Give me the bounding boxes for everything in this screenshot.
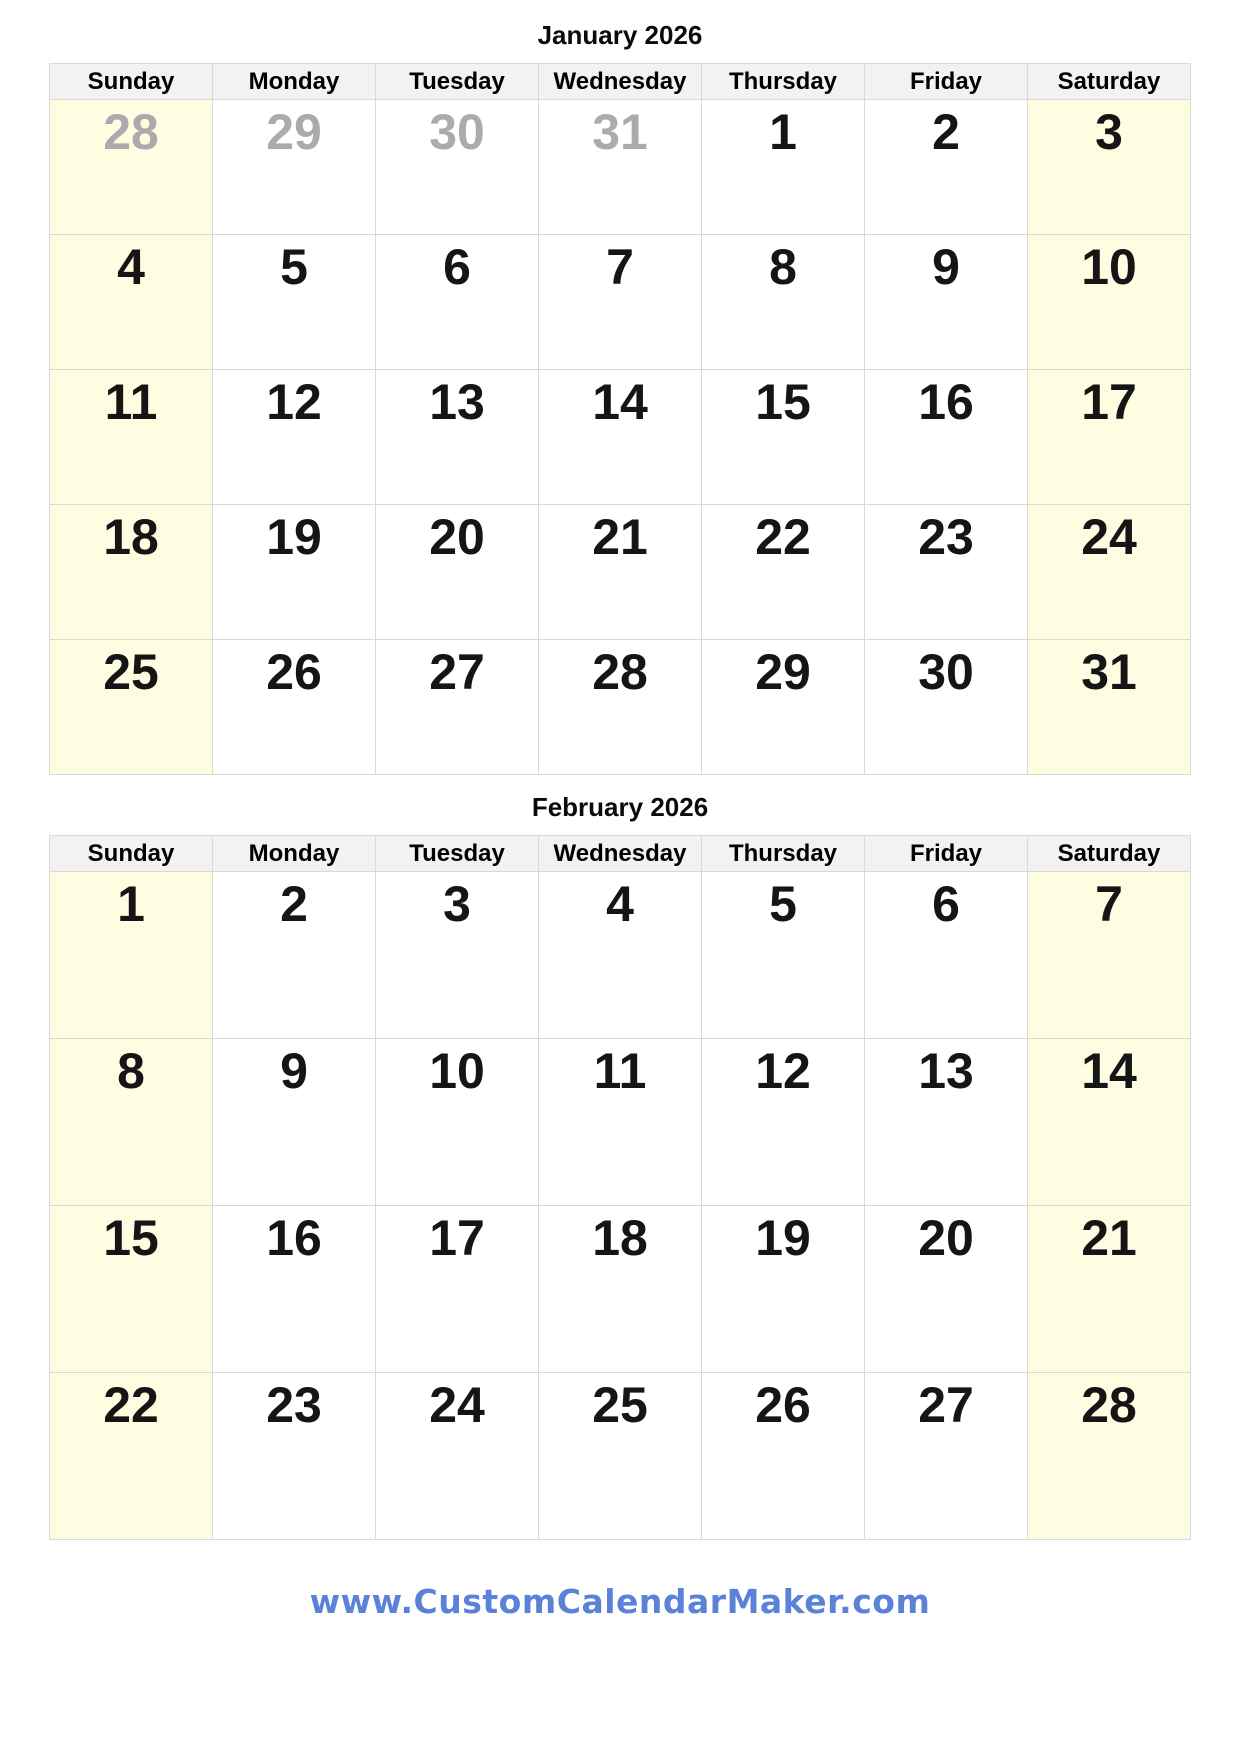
day-cell xyxy=(376,1039,539,1206)
day-number: 1 xyxy=(117,876,145,932)
day-number: 6 xyxy=(443,239,471,295)
calendar-january-2026 xyxy=(49,20,1191,775)
day-number: 9 xyxy=(932,239,960,295)
day-cell xyxy=(539,1373,702,1540)
calendar-weeks xyxy=(50,872,1191,1540)
day-number: 10 xyxy=(1081,239,1137,295)
day-cell xyxy=(702,100,865,235)
day-number: 14 xyxy=(1081,1043,1137,1099)
day-number: 16 xyxy=(266,1210,322,1266)
calendar-grid xyxy=(49,63,1191,775)
day-number: 19 xyxy=(755,1210,811,1266)
day-number: 30 xyxy=(429,104,485,160)
day-number: 9 xyxy=(280,1043,308,1099)
day-number: 3 xyxy=(443,876,471,932)
day-number: 8 xyxy=(769,239,797,295)
day-header-wednesday: Wednesday xyxy=(539,836,702,872)
day-header-sunday: Sunday xyxy=(50,64,213,100)
day-cell xyxy=(213,872,376,1039)
week-row xyxy=(50,640,1191,775)
day-cell xyxy=(539,872,702,1039)
day-cell xyxy=(539,370,702,505)
day-number: 23 xyxy=(918,509,974,565)
day-number: 28 xyxy=(103,104,159,160)
day-cell xyxy=(376,100,539,235)
day-number: 5 xyxy=(769,876,797,932)
day-number: 13 xyxy=(429,374,485,430)
day-header-tuesday: Tuesday xyxy=(376,64,539,100)
day-number: 28 xyxy=(1081,1377,1137,1433)
day-cell xyxy=(702,872,865,1039)
day-cell xyxy=(702,505,865,640)
day-number: 12 xyxy=(755,1043,811,1099)
day-header-thursday: Thursday xyxy=(702,836,865,872)
day-number: 30 xyxy=(918,644,974,700)
day-number: 1 xyxy=(769,104,797,160)
day-cell xyxy=(702,1206,865,1373)
day-number: 13 xyxy=(918,1043,974,1099)
day-number: 7 xyxy=(606,239,634,295)
day-number: 12 xyxy=(266,374,322,430)
day-cell xyxy=(865,235,1028,370)
day-cell xyxy=(50,1373,213,1540)
day-cell xyxy=(539,1206,702,1373)
day-number: 18 xyxy=(103,509,159,565)
day-header-friday: Friday xyxy=(865,836,1028,872)
day-cell xyxy=(213,640,376,775)
day-cell xyxy=(213,100,376,235)
day-number: 2 xyxy=(932,104,960,160)
day-number: 31 xyxy=(592,104,648,160)
day-header-sunday: Sunday xyxy=(50,836,213,872)
day-number: 19 xyxy=(266,509,322,565)
day-cell xyxy=(702,640,865,775)
day-header-friday: Friday xyxy=(865,64,1028,100)
day-header-row xyxy=(50,836,1191,872)
day-number: 8 xyxy=(117,1043,145,1099)
day-number: 24 xyxy=(429,1377,485,1433)
day-number: 18 xyxy=(592,1210,648,1266)
day-cell xyxy=(376,370,539,505)
day-cell xyxy=(50,370,213,505)
day-cell xyxy=(539,505,702,640)
day-cell xyxy=(50,100,213,235)
day-cell xyxy=(376,1373,539,1540)
day-cell xyxy=(50,1206,213,1373)
day-number: 22 xyxy=(103,1377,159,1433)
day-cell xyxy=(539,235,702,370)
day-header-saturday: Saturday xyxy=(1028,64,1191,100)
week-row xyxy=(50,1039,1191,1206)
day-number: 11 xyxy=(104,374,158,430)
week-row xyxy=(50,872,1191,1039)
day-number: 6 xyxy=(932,876,960,932)
day-cell xyxy=(213,370,376,505)
day-number: 22 xyxy=(755,509,811,565)
day-cell xyxy=(50,235,213,370)
day-number: 28 xyxy=(592,644,648,700)
day-number: 29 xyxy=(755,644,811,700)
day-number: 5 xyxy=(280,239,308,295)
day-cell xyxy=(1028,1373,1191,1540)
day-cell xyxy=(865,640,1028,775)
day-header-row xyxy=(50,64,1191,100)
day-cell xyxy=(702,370,865,505)
day-cell xyxy=(702,235,865,370)
day-cell xyxy=(50,505,213,640)
day-header-monday: Monday xyxy=(213,836,376,872)
calendar-grid xyxy=(49,835,1191,1540)
day-number: 21 xyxy=(1081,1210,1137,1266)
day-cell xyxy=(702,1373,865,1540)
day-header-wednesday: Wednesday xyxy=(539,64,702,100)
day-cell xyxy=(376,505,539,640)
day-cell xyxy=(213,505,376,640)
day-number: 17 xyxy=(1081,374,1137,430)
day-number: 11 xyxy=(593,1043,647,1099)
day-number: 20 xyxy=(429,509,485,565)
day-cell xyxy=(865,505,1028,640)
day-cell xyxy=(376,640,539,775)
day-cell xyxy=(865,370,1028,505)
week-row xyxy=(50,505,1191,640)
calendar-weeks xyxy=(50,100,1191,775)
week-row xyxy=(50,1373,1191,1540)
day-number: 3 xyxy=(1095,104,1123,160)
day-cell xyxy=(376,1206,539,1373)
day-cell xyxy=(1028,505,1191,640)
day-number: 26 xyxy=(266,644,322,700)
day-header-thursday: Thursday xyxy=(702,64,865,100)
day-number: 14 xyxy=(592,374,648,430)
day-cell xyxy=(376,235,539,370)
day-header-tuesday: Tuesday xyxy=(376,836,539,872)
day-cell xyxy=(539,100,702,235)
calendar-title: January 2026 xyxy=(537,20,703,50)
day-cell xyxy=(865,1206,1028,1373)
day-cell xyxy=(1028,235,1191,370)
day-number: 25 xyxy=(103,644,159,700)
day-cell xyxy=(213,235,376,370)
day-number: 7 xyxy=(1095,876,1123,932)
day-cell xyxy=(865,100,1028,235)
day-cell xyxy=(213,1039,376,1206)
day-number: 27 xyxy=(429,644,485,700)
day-cell xyxy=(865,872,1028,1039)
day-number: 23 xyxy=(266,1377,322,1433)
day-number: 15 xyxy=(755,374,811,430)
day-cell xyxy=(865,1039,1028,1206)
day-cell xyxy=(702,1039,865,1206)
day-cell xyxy=(1028,100,1191,235)
day-number: 24 xyxy=(1081,509,1137,565)
calendar-february-2026 xyxy=(49,792,1191,1540)
day-cell xyxy=(1028,1039,1191,1206)
day-cell xyxy=(1028,1206,1191,1373)
day-number: 21 xyxy=(592,509,648,565)
day-cell xyxy=(50,872,213,1039)
day-cell xyxy=(1028,640,1191,775)
day-number: 4 xyxy=(606,876,634,932)
day-number: 27 xyxy=(918,1377,974,1433)
day-cell xyxy=(213,1373,376,1540)
day-header-saturday: Saturday xyxy=(1028,836,1191,872)
day-cell xyxy=(50,640,213,775)
day-cell xyxy=(539,640,702,775)
footer-link[interactable]: www.CustomCalendarMaker.com xyxy=(309,1582,931,1621)
day-number: 29 xyxy=(266,104,322,160)
day-number: 26 xyxy=(755,1377,811,1433)
day-number: 2 xyxy=(280,876,308,932)
day-number: 16 xyxy=(918,374,974,430)
week-row xyxy=(50,100,1191,235)
day-cell xyxy=(865,1373,1028,1540)
day-cell xyxy=(1028,370,1191,505)
week-row xyxy=(50,370,1191,505)
week-row xyxy=(50,1206,1191,1373)
week-row xyxy=(50,235,1191,370)
day-number: 31 xyxy=(1081,644,1137,700)
day-number: 4 xyxy=(117,239,145,295)
day-number: 17 xyxy=(429,1210,485,1266)
day-cell xyxy=(539,1039,702,1206)
day-number: 15 xyxy=(103,1210,159,1266)
day-number: 25 xyxy=(592,1377,648,1433)
day-cell xyxy=(376,872,539,1039)
calendar-title: February 2026 xyxy=(531,792,709,822)
day-number: 10 xyxy=(429,1043,485,1099)
day-header-monday: Monday xyxy=(213,64,376,100)
day-cell xyxy=(1028,872,1191,1039)
day-cell xyxy=(213,1206,376,1373)
day-number: 20 xyxy=(918,1210,974,1266)
day-cell xyxy=(50,1039,213,1206)
